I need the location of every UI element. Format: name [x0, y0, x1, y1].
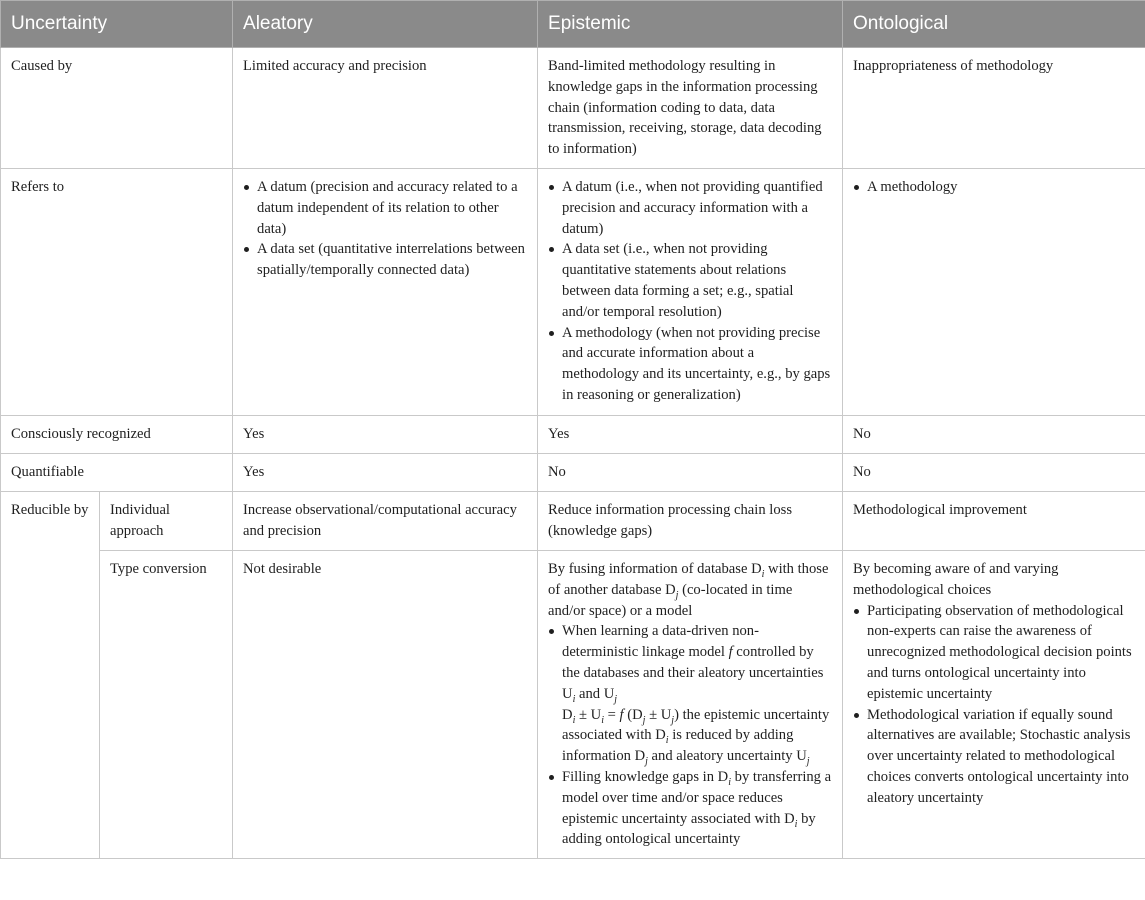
cell-individual-epistemic: Reduce information processing chain loss (knowledge gaps) — [538, 491, 843, 550]
list-item: A data set (quantitative interrelations between spatially/temporally connected data) — [243, 239, 527, 281]
bullet-list — [243, 177, 527, 281]
bullet-list — [548, 177, 832, 406]
cell-quantifiable-ontological: No — [843, 453, 1145, 491]
row-label-refers-to: Refers to — [1, 168, 233, 415]
sub-label-type-conversion: Type conversion — [100, 550, 233, 858]
list-item: A datum (i.e., when not providing quantified precision and accuracy information with a datum) — [548, 177, 832, 239]
cell-refers-to-ontological — [843, 168, 1145, 415]
type-conversion-ontological-intro: By becoming aware of and varying methodological choices — [853, 560, 1059, 598]
cell-quantifiable-epistemic: No — [538, 453, 843, 491]
cell-type-conversion-ontological — [843, 550, 1145, 858]
row-consciously-recognized — [1, 415, 1145, 453]
cell-refers-to-aleatory — [233, 168, 538, 415]
type-conversion-epistemic-intro: By fusing information of database $D_i$ with those of another database $D_j$ (co-located in time and/or space) or a model — [548, 560, 829, 619]
header-row — [1, 1, 1145, 48]
row-reducible-individual — [1, 491, 1145, 550]
cell-caused-by-aleatory: Limited accuracy and precision — [233, 48, 538, 169]
cell-individual-ontological: Methodological improvement — [843, 491, 1145, 550]
cell-caused-by-ontological: Inappropriateness of methodology — [843, 48, 1145, 169]
cell-consciously-ontological: No — [843, 415, 1145, 453]
header-epistemic: Epistemic — [538, 1, 843, 48]
row-label-caused-by: Caused by — [1, 48, 233, 169]
header-aleatory: Aleatory — [233, 1, 538, 48]
list-item: Methodological variation if equally sound alternatives are available; Stochastic analysis over uncertainty related to methodological choices converts ontological uncertainty into aleatory uncertainty — [853, 705, 1135, 809]
bullet-list — [853, 601, 1135, 809]
list-item: A methodology — [853, 177, 1135, 198]
sub-label-individual-approach: Individual approach — [100, 491, 233, 550]
row-label-reducible-by: Reducible by — [1, 491, 100, 858]
bullet-list — [853, 177, 1135, 198]
list-item: When learning a data-driven non-deterministic linkage model f controlled by the databases and their aleatory uncertainties $U_i$ and $U_j$ $D_i \pm U_i = f$ $(D_j \pm U_j)$ the epistemic uncertainty associated with $D_i$ is reduced by adding information $D_j$ and aleatory uncertainty $U_j$ — [548, 621, 832, 767]
list-item: Filling knowledge gaps in $D_i$ by transferring a model over time and/or space reduces epistemic uncertainty associated with $D_i$ by adding ontological uncertainty — [548, 767, 832, 850]
row-label-consciously-recognized: Consciously recognized — [1, 415, 233, 453]
row-quantifiable — [1, 453, 1145, 491]
row-reducible-type-conversion — [1, 550, 1145, 858]
header-ontological: Ontological — [843, 1, 1145, 48]
list-item: A datum (precision and accuracy related to a datum independent of its relation to other data) — [243, 177, 527, 239]
cell-quantifiable-aleatory: Yes — [233, 453, 538, 491]
row-label-quantifiable: Quantifiable — [1, 453, 233, 491]
cell-type-conversion-aleatory: Not desirable — [233, 550, 538, 858]
header-uncertainty: Uncertainty — [1, 1, 233, 48]
bullet-list — [548, 621, 832, 850]
row-caused-by — [1, 48, 1145, 169]
list-item: A methodology (when not providing precise and accurate information about a methodology and its uncertainty, e.g., by gaps in reasoning or generalization) — [548, 323, 832, 406]
cell-consciously-epistemic: Yes — [538, 415, 843, 453]
cell-refers-to-epistemic — [538, 168, 843, 415]
cell-individual-aleatory: Increase observational/computational accuracy and precision — [233, 491, 538, 550]
cell-consciously-aleatory: Yes — [233, 415, 538, 453]
cell-caused-by-epistemic: Band-limited methodology resulting in knowledge gaps in the information processing chain (information coding to data, data transmission, receiving, storage, data decoding to information) — [538, 48, 843, 169]
row-refers-to — [1, 168, 1145, 415]
list-item: Participating observation of methodological non-experts can raise the awareness of unrecognized methodological decision points and turns ontological uncertainty into epistemic uncertainty — [853, 601, 1135, 705]
cell-type-conversion-epistemic — [538, 550, 843, 858]
list-item: A data set (i.e., when not providing quantitative statements about relations between data forming a set; e.g., spatial and/or temporal resolution) — [548, 239, 832, 322]
